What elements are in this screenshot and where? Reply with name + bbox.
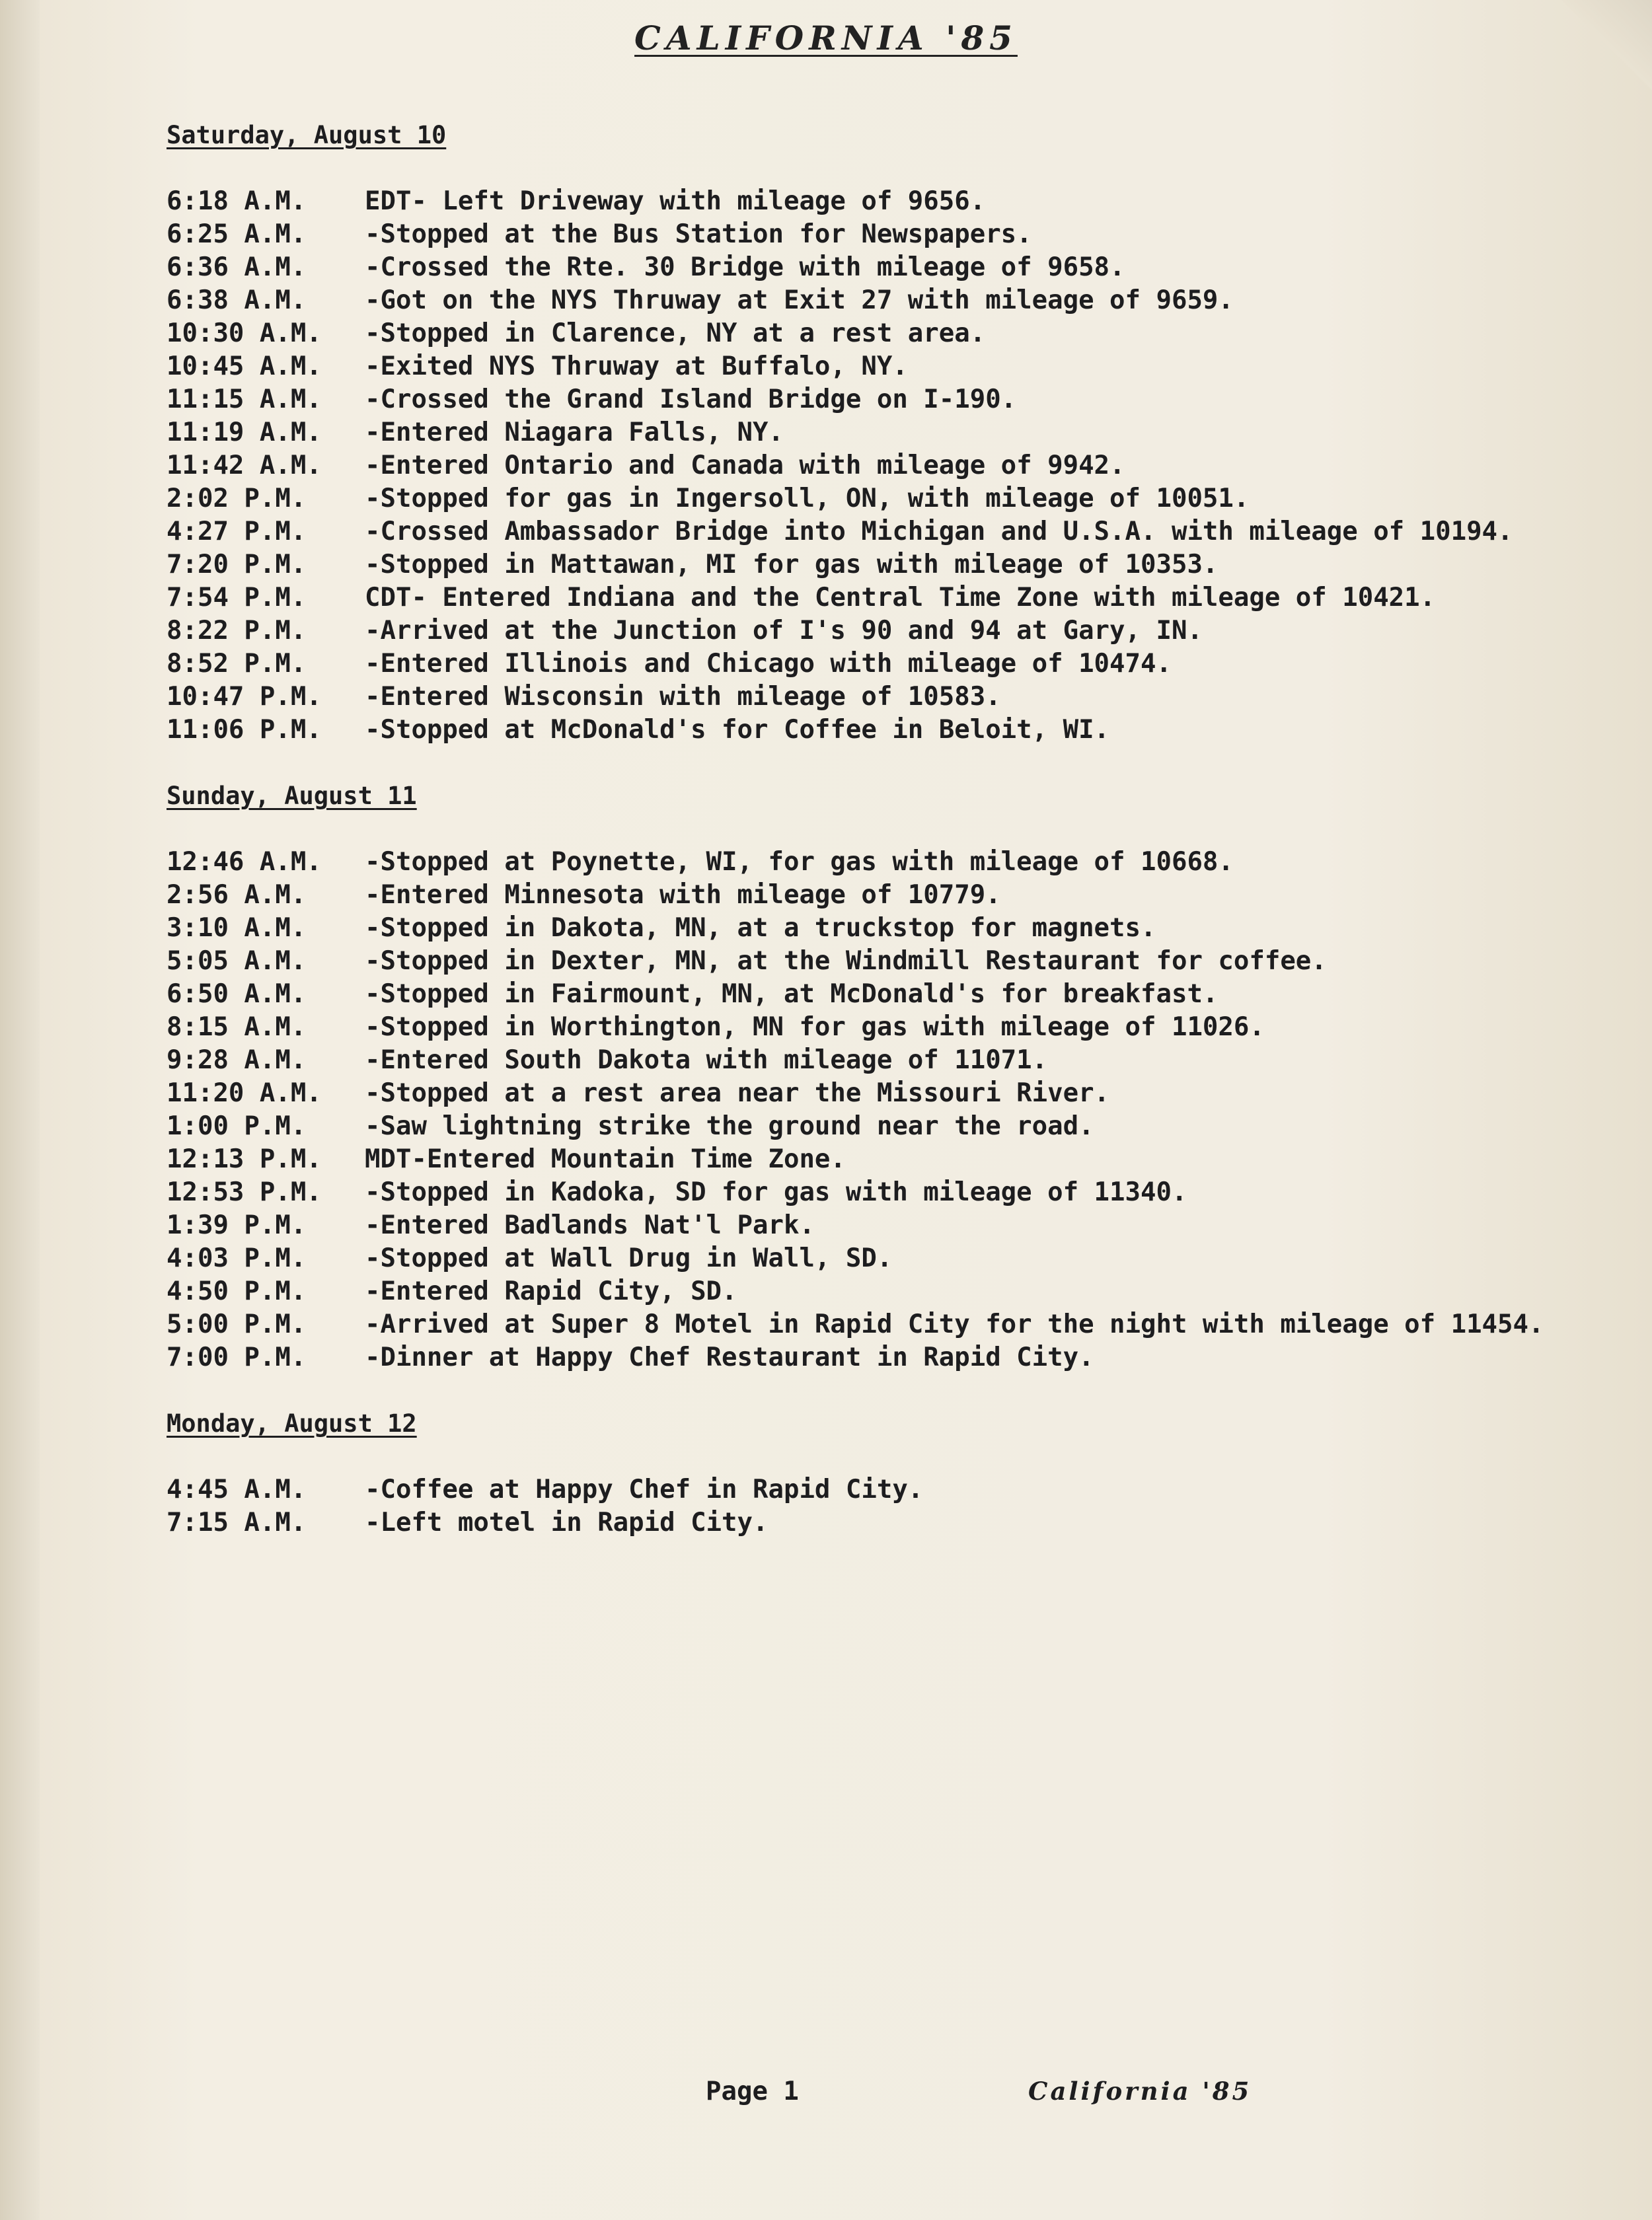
entry-text: -Stopped at McDonald's for Coffee in Beloit, WI. [365, 715, 1110, 745]
entry-text: -Crossed the Grand Island Bridge on I-190. [365, 385, 1017, 414]
entry-time: 2:02 P.M. [167, 484, 307, 513]
log-entry [167, 515, 1513, 548]
log-entry [167, 1110, 1488, 1143]
entry-text: -Stopped in Mattawan, MI for gas with mileage of 10353. [365, 550, 1219, 579]
day-section [167, 780, 1544, 1374]
log-entry [167, 185, 1488, 218]
log-entry [167, 1044, 1488, 1077]
entry-time: 1:00 P.M. [167, 1111, 307, 1141]
entry-time: 11:19 A.M. [167, 418, 322, 447]
entry-time: 6:25 A.M. [167, 219, 307, 249]
entry-text: -Entered South Dakota with mileage of 11071. [365, 1045, 1048, 1075]
entry-time: 4:27 P.M. [167, 517, 307, 546]
log-entry [167, 383, 1488, 416]
log-entry [167, 681, 1488, 714]
day-heading: Sunday, August 11 [167, 782, 417, 810]
log-entry [167, 1209, 1488, 1242]
entry-time: 6:18 A.M. [167, 186, 307, 216]
entry-text: -Stopped at Poynette, WI, for gas with mileage of 10668. [365, 847, 1234, 877]
entry-time: 8:52 P.M. [167, 649, 307, 679]
entry-time: 4:45 A.M. [167, 1475, 307, 1504]
day-heading: Monday, August 12 [167, 1409, 417, 1438]
entry-text: -Stopped in Clarence, NY at a rest area. [365, 318, 986, 348]
entry-text: -Entered Niagara Falls, NY. [365, 418, 784, 447]
entry-text: CDT- Entered Indiana and the Central Time Zone with mileage of 10421. [365, 583, 1436, 612]
log-entry [167, 548, 1488, 581]
entry-time: 12:53 P.M. [167, 1177, 322, 1207]
entry-time: 3:10 A.M. [167, 913, 307, 943]
entry-text: -Arrived at Super 8 Motel in Rapid City for the night with mileage of 11454. [365, 1310, 1544, 1339]
entry-time: 11:15 A.M. [167, 385, 322, 414]
entry-text: -Stopped in Kadoka, SD for gas with mileage of 11340. [365, 1177, 1187, 1207]
footer-title: California '85 [1028, 2077, 1252, 2106]
log-entry [167, 1275, 1488, 1308]
entry-text: -Dinner at Happy Chef Restaurant in Rapid City. [365, 1343, 1094, 1372]
entry-text: -Saw lightning strike the ground near the road. [365, 1111, 1094, 1141]
entry-text: -Crossed Ambassador Bridge into Michigan and U.S.A. with mileage of 10194. [365, 517, 1513, 546]
entry-time: 4:03 P.M. [167, 1243, 307, 1273]
section-gap [167, 1374, 1488, 1407]
page-title: CALIFORNIA '85 [634, 18, 1018, 57]
entry-time: 12:13 P.M. [167, 1144, 322, 1174]
entry-time: 10:45 A.M. [167, 352, 322, 381]
log-entry [167, 251, 1488, 284]
entry-time: 5:05 A.M. [167, 946, 307, 976]
entry-time: 11:20 A.M. [167, 1078, 322, 1108]
log-entry [167, 978, 1488, 1011]
log-entry [167, 879, 1488, 912]
entry-text: -Left motel in Rapid City. [365, 1508, 769, 1537]
log-entry [167, 284, 1488, 317]
section-gap [167, 747, 1488, 780]
entry-text: -Entered Ontario and Canada with mileage of 9942. [365, 451, 1125, 480]
log-entry [167, 846, 1488, 879]
entry-text: -Coffee at Happy Chef in Rapid City. [365, 1475, 924, 1504]
log-entry [167, 1011, 1488, 1044]
log-entry [167, 1242, 1488, 1275]
page-header [0, 18, 1652, 57]
entry-text: -Stopped at Wall Drug in Wall, SD. [365, 1243, 893, 1273]
entry-time: 12:46 A.M. [167, 847, 322, 877]
entry-text: -Stopped in Dakota, MN, at a truckstop for magnets. [365, 913, 1156, 943]
log-entry [167, 482, 1488, 515]
log-entry [167, 1506, 1488, 1539]
entry-text: -Stopped in Dexter, MN, at the Windmill Restaurant for coffee. [365, 946, 1327, 976]
entry-text: -Entered Minnesota with mileage of 10779. [365, 880, 1001, 910]
page-spine-shadow [0, 0, 40, 2220]
entry-text: -Entered Badlands Nat'l Park. [365, 1210, 815, 1240]
entry-time: 7:54 P.M. [167, 583, 307, 612]
log-entry [167, 449, 1488, 482]
entry-text: -Entered Illinois and Chicago with mileage of 10474. [365, 649, 1172, 679]
entry-text: -Stopped for gas in Ingersoll, ON, with mileage of 10051. [365, 484, 1250, 513]
entry-time: 2:56 A.M. [167, 880, 307, 910]
entry-text: -Crossed the Rte. 30 Bridge with mileage of 9658. [365, 252, 1125, 282]
entry-text: -Stopped at a rest area near the Missouri River. [365, 1078, 1110, 1108]
entry-text: MDT-Entered Mountain Time Zone. [365, 1144, 846, 1174]
log-entry [167, 614, 1488, 648]
log-entry [167, 416, 1488, 449]
entry-time: 10:30 A.M. [167, 318, 322, 348]
log-entry [167, 1176, 1488, 1209]
entry-time: 7:00 P.M. [167, 1343, 307, 1372]
log-entry [167, 648, 1488, 681]
itinerary-log [167, 119, 1544, 1539]
log-entry [167, 912, 1488, 945]
entry-time: 4:50 P.M. [167, 1276, 307, 1306]
entry-text: -Stopped in Worthington, MN for gas with mileage of 11026. [365, 1012, 1265, 1042]
log-entry [167, 350, 1488, 383]
log-entry [167, 317, 1488, 350]
entry-text: -Entered Wisconsin with mileage of 10583. [365, 682, 1001, 712]
entry-text: -Exited NYS Thruway at Buffalo, NY. [365, 352, 908, 381]
entry-time: 6:50 A.M. [167, 979, 307, 1009]
entry-time: 8:15 A.M. [167, 1012, 307, 1042]
entry-time: 11:06 P.M. [167, 715, 322, 745]
entry-time: 1:39 P.M. [167, 1210, 307, 1240]
log-entry [167, 1341, 1488, 1374]
entry-time: 7:20 P.M. [167, 550, 307, 579]
page-number: Page 1 [706, 2077, 799, 2106]
entry-time: 10:47 P.M. [167, 682, 322, 712]
day-heading: Saturday, August 10 [167, 121, 447, 149]
entry-time: 9:28 A.M. [167, 1045, 307, 1075]
entry-text: -Stopped in Fairmount, MN, at McDonald's for breakfast. [365, 979, 1219, 1009]
day-section [167, 1407, 1488, 1539]
log-entry [167, 1143, 1488, 1176]
entry-text: -Got on the NYS Thruway at Exit 27 with mileage of 9659. [365, 285, 1234, 315]
log-entry [167, 714, 1488, 747]
entry-text: -Arrived at the Junction of I's 90 and 94 at Gary, IN. [365, 616, 1203, 646]
entry-time: 11:42 A.M. [167, 451, 322, 480]
entry-text: EDT- Left Driveway with mileage of 9656. [365, 186, 986, 216]
page-footer [0, 2077, 1652, 2116]
log-entry [167, 1308, 1544, 1341]
entry-time: 8:22 P.M. [167, 616, 307, 646]
log-entry [167, 1473, 1488, 1506]
log-entry [167, 945, 1488, 978]
entry-time: 6:38 A.M. [167, 285, 307, 315]
entry-text: -Stopped at the Bus Station for Newspapers. [365, 219, 1032, 249]
entry-time: 5:00 P.M. [167, 1310, 307, 1339]
entry-text: -Entered Rapid City, SD. [365, 1276, 737, 1306]
entry-time: 7:15 A.M. [167, 1508, 307, 1537]
log-entry [167, 218, 1488, 251]
log-entry [167, 1077, 1488, 1110]
log-entry [167, 581, 1488, 614]
day-section [167, 119, 1513, 747]
entry-time: 6:36 A.M. [167, 252, 307, 282]
